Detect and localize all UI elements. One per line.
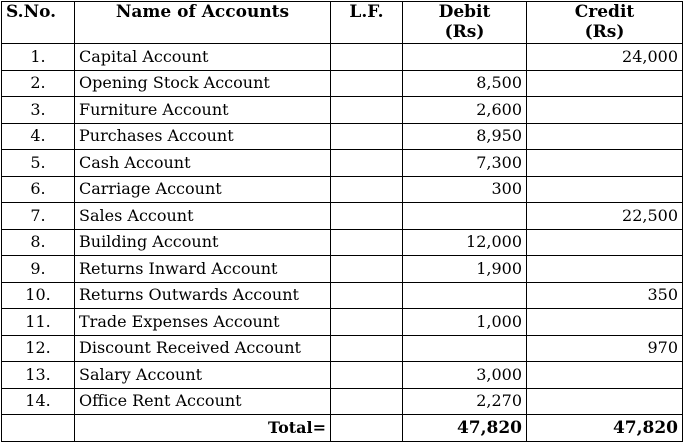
header-debit-unit: (Rs) — [444, 22, 485, 42]
cell-lf — [331, 44, 403, 71]
cell-lf — [331, 256, 403, 283]
cell-debit: 1,000 — [403, 309, 527, 336]
cell-debit: 2,270 — [403, 388, 527, 415]
cell-credit: 22,500 — [527, 203, 683, 230]
cell-lf — [331, 229, 403, 256]
header-name: Name of Accounts — [75, 2, 331, 44]
cell-sno: 3. — [2, 97, 75, 124]
table-row — [2, 362, 683, 389]
header-credit-label: Credit — [574, 2, 635, 22]
cell-sno: 11. — [2, 309, 75, 336]
cell-credit — [527, 388, 683, 415]
cell-lf — [331, 97, 403, 124]
cell-account-name: Trade Expenses Account — [75, 309, 331, 336]
cell-lf — [331, 388, 403, 415]
total-debit: 47,820 — [403, 415, 527, 442]
cell-account-name: Discount Received Account — [75, 335, 331, 362]
cell-debit: 8,500 — [403, 70, 527, 97]
cell-sno: 5. — [2, 150, 75, 177]
table-row — [2, 256, 683, 283]
header-credit — [527, 2, 683, 44]
table-row — [2, 44, 683, 71]
cell-sno: 7. — [2, 203, 75, 230]
cell-debit: 1,900 — [403, 256, 527, 283]
cell-account-name: Purchases Account — [75, 123, 331, 150]
table-row — [2, 97, 683, 124]
cell-credit — [527, 229, 683, 256]
cell-debit: 300 — [403, 176, 527, 203]
cell-lf — [331, 176, 403, 203]
cell-credit — [527, 123, 683, 150]
cell-account-name: Cash Account — [75, 150, 331, 177]
total-blank-lf — [331, 415, 403, 442]
cell-credit — [527, 362, 683, 389]
cell-credit — [527, 176, 683, 203]
table-row — [2, 309, 683, 336]
cell-sno: 10. — [2, 282, 75, 309]
cell-lf — [331, 203, 403, 230]
cell-account-name: Carriage Account — [75, 176, 331, 203]
total-row — [2, 415, 683, 442]
cell-debit: 2,600 — [403, 97, 527, 124]
cell-sno: 1. — [2, 44, 75, 71]
cell-debit: 7,300 — [403, 150, 527, 177]
cell-account-name: Office Rent Account — [75, 388, 331, 415]
cell-debit: 8,950 — [403, 123, 527, 150]
cell-sno: 8. — [2, 229, 75, 256]
cell-account-name: Opening Stock Account — [75, 70, 331, 97]
table-row — [2, 123, 683, 150]
cell-sno: 13. — [2, 362, 75, 389]
cell-account-name: Capital Account — [75, 44, 331, 71]
cell-sno: 6. — [2, 176, 75, 203]
cell-sno: 14. — [2, 388, 75, 415]
total-credit: 47,820 — [527, 415, 683, 442]
cell-debit — [403, 335, 527, 362]
cell-lf — [331, 150, 403, 177]
table-row — [2, 282, 683, 309]
table-row — [2, 70, 683, 97]
cell-credit: 24,000 — [527, 44, 683, 71]
cell-debit — [403, 44, 527, 71]
table-row — [2, 335, 683, 362]
header-row — [2, 2, 683, 44]
cell-debit — [403, 282, 527, 309]
cell-account-name: Building Account — [75, 229, 331, 256]
cell-sno: 4. — [2, 123, 75, 150]
cell-credit: 350 — [527, 282, 683, 309]
cell-credit — [527, 309, 683, 336]
cell-account-name: Furniture Account — [75, 97, 331, 124]
table-row — [2, 150, 683, 177]
cell-lf — [331, 362, 403, 389]
cell-credit — [527, 256, 683, 283]
cell-debit: 12,000 — [403, 229, 527, 256]
cell-sno: 12. — [2, 335, 75, 362]
header-credit-unit: (Rs) — [584, 22, 625, 42]
cell-sno: 9. — [2, 256, 75, 283]
cell-lf — [331, 123, 403, 150]
cell-credit — [527, 70, 683, 97]
header-debit — [403, 2, 527, 44]
cell-credit — [527, 150, 683, 177]
cell-lf — [331, 282, 403, 309]
cell-credit — [527, 97, 683, 124]
cell-account-name: Sales Account — [75, 203, 331, 230]
header-lf: L.F. — [331, 2, 403, 44]
cell-credit: 970 — [527, 335, 683, 362]
cell-lf — [331, 309, 403, 336]
header-debit-label: Debit — [438, 2, 491, 22]
header-sno: S.No. — [2, 2, 75, 44]
cell-account-name: Returns Inward Account — [75, 256, 331, 283]
cell-account-name: Salary Account — [75, 362, 331, 389]
cell-debit: 3,000 — [403, 362, 527, 389]
table-row — [2, 203, 683, 230]
total-blank-sno — [2, 415, 75, 442]
table-row — [2, 229, 683, 256]
cell-sno: 2. — [2, 70, 75, 97]
cell-lf — [331, 70, 403, 97]
cell-account-name: Returns Outwards Account — [75, 282, 331, 309]
table-row — [2, 176, 683, 203]
cell-debit — [403, 203, 527, 230]
total-label: Total= — [75, 415, 331, 442]
cell-lf — [331, 335, 403, 362]
table-row — [2, 388, 683, 415]
trial-balance-table — [1, 1, 683, 442]
